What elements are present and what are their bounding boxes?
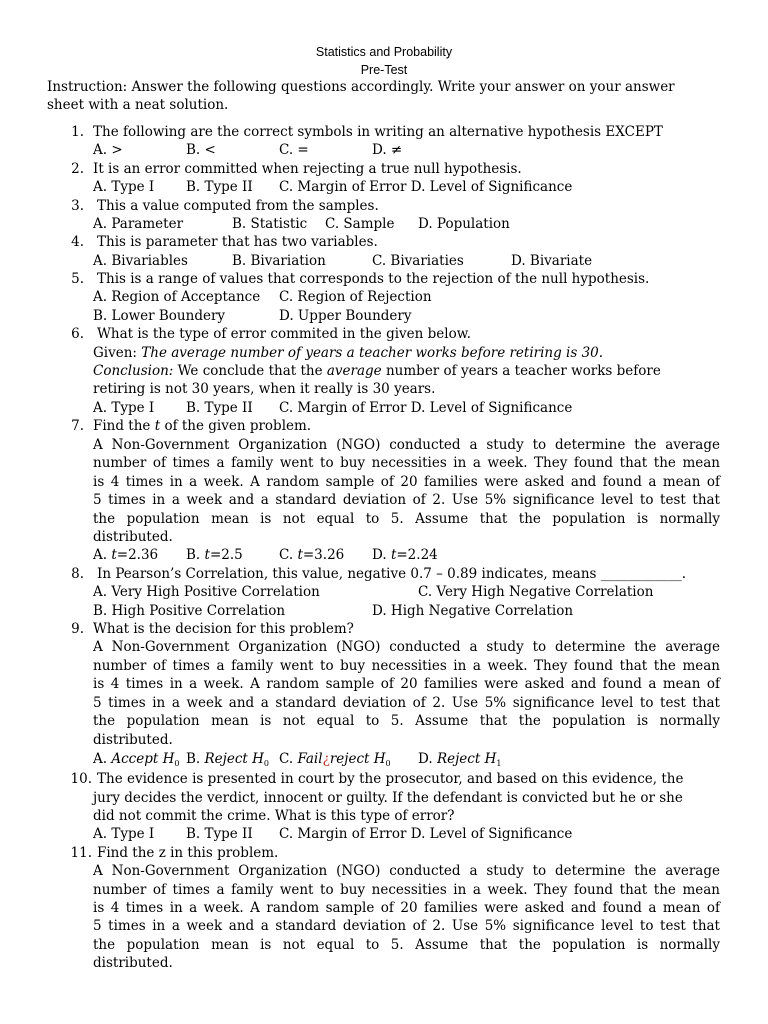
conclusion-line-2: retiring is not 30 years, when it really is 30 years. bbox=[93, 381, 436, 397]
choice-c: C. t=3.26 bbox=[279, 547, 345, 563]
problem-line: is 4 times in a week. A random sample of 20 families were asked and found a mean of bbox=[93, 900, 720, 916]
choice-cd: C. Margin of Error D. Level of Significance bbox=[279, 179, 573, 195]
question-number: 2. bbox=[71, 161, 84, 177]
problem-line-last: distributed. bbox=[93, 955, 173, 971]
choice-c: C. = bbox=[279, 142, 309, 158]
choice-c: C. Bivariaties bbox=[372, 253, 464, 269]
conclusion-text-b: number of years a teacher works before bbox=[385, 363, 661, 379]
conclusion-line bbox=[93, 362, 661, 380]
choice-a: A. Parameter bbox=[93, 216, 184, 232]
question-line: The evidence is presented in court by the prosecutor, and based on this evidence, the bbox=[97, 771, 684, 787]
question-text: In Pearson’s Correlation, this value, negative 0.7 – 0.89 indicates, means ____________. bbox=[97, 566, 687, 582]
choice-c: C. Fail¿reject $H_0$ bbox=[279, 751, 391, 768]
choice-a: A. Very High Positive Correlation bbox=[93, 584, 320, 600]
choice-a: A. Bivariables bbox=[93, 253, 188, 269]
problem-line: the population mean is not equal to 5. Assume that the population is normally bbox=[93, 937, 720, 953]
choice-b: B. Type II bbox=[186, 179, 253, 195]
problem-line: is 4 times in a week. A random sample of 20 families were asked and found a mean of bbox=[93, 676, 720, 692]
question-text-b: of the given problem. bbox=[164, 418, 312, 434]
page-subtitle: Pre-Test bbox=[360, 63, 408, 77]
problem-line: 5 times in a week and a standard deviation of 2. Use 5% significance level to test that bbox=[93, 695, 720, 711]
problem-line: the population mean is not equal to 5. Assume that the population is normally bbox=[93, 713, 720, 729]
question-number: 10. bbox=[70, 771, 92, 787]
question-text: This a value computed from the samples. bbox=[97, 198, 379, 214]
problem-line: 5 times in a week and a standard deviation of 2. Use 5% significance level to test that bbox=[93, 918, 720, 934]
question-number: 6. bbox=[71, 326, 84, 342]
choice-a: A. Accept $H_0$ bbox=[93, 751, 180, 768]
question-number: 3. bbox=[71, 198, 84, 214]
question-text bbox=[93, 417, 311, 435]
choice-a: A. t=2.36 bbox=[93, 547, 159, 563]
given-line bbox=[93, 344, 603, 362]
question-number: 8. bbox=[71, 566, 84, 582]
question-text: The following are the correct symbols in writing an alternative hypothesis EXCEPT bbox=[93, 124, 663, 140]
choice-b: B. Type II bbox=[186, 826, 253, 842]
choice-a: A. Type I bbox=[93, 826, 155, 842]
problem-line: A Non-Government Organization (NGO) conducted a study to determine the average bbox=[93, 639, 720, 655]
question-text: This is parameter that has two variables. bbox=[97, 234, 378, 250]
choice-b: B. Statistic bbox=[232, 216, 308, 232]
question-number: 11. bbox=[70, 845, 92, 861]
question-text: What is the type of error commited in the given below. bbox=[97, 326, 471, 342]
problem-line: the population mean is not equal to 5. Assume that the population is normally bbox=[93, 511, 720, 527]
question-text-a: Find the bbox=[93, 418, 151, 434]
choice-a: A. Region of Acceptance bbox=[93, 289, 261, 305]
choice-b: B. Lower Boundery bbox=[93, 308, 226, 324]
problem-line: A Non-Government Organization (NGO) conducted a study to determine the average bbox=[93, 863, 720, 879]
conclusion-label: Conclusion: bbox=[93, 363, 174, 379]
given-text: The average number of years a teacher works before retiring is 30. bbox=[141, 345, 604, 361]
choice-b: B. High Positive Correlation bbox=[93, 603, 286, 619]
question-number: 7. bbox=[71, 418, 84, 434]
problem-line-last: distributed. bbox=[93, 529, 173, 545]
choice-a: A. Type I bbox=[93, 400, 155, 416]
question-text: It is an error committed when rejecting a true null hypothesis. bbox=[93, 161, 522, 177]
choice-b: B. Reject $H_0$ bbox=[186, 751, 270, 768]
choice-a: A. > bbox=[93, 142, 123, 158]
choice-b: B. Type II bbox=[186, 400, 253, 416]
conclusion-text-a: We conclude that the bbox=[177, 363, 323, 379]
choice-b: B. Bivariation bbox=[232, 253, 326, 269]
given-label: Given: bbox=[93, 345, 137, 361]
question-text: This is a range of values that corresponds to the rejection of the null hypothesis. bbox=[97, 271, 650, 287]
question-number: 9. bbox=[71, 621, 84, 637]
page-title: Statistics and Probability bbox=[315, 45, 453, 59]
question-number: 5. bbox=[71, 271, 84, 287]
problem-line: number of times a family went to buy necessities in a week. They found that the mean bbox=[93, 882, 720, 898]
question-number: 1. bbox=[71, 124, 84, 140]
inverted-question-mark: ¿ bbox=[322, 751, 330, 767]
choice-b: B. < bbox=[186, 142, 216, 158]
problem-line: A Non-Government Organization (NGO) conducted a study to determine the average bbox=[93, 437, 720, 453]
choice-cd: C. Margin of Error D. Level of Significance bbox=[279, 400, 573, 416]
choice-d: D. t=2.24 bbox=[372, 547, 438, 563]
instruction-line-1: Instruction: Answer the following questions accordingly. Write your answer on your answer bbox=[47, 79, 675, 95]
choice-d: D. Upper Boundery bbox=[279, 308, 412, 324]
choice-d: D. Population bbox=[418, 216, 510, 232]
problem-line-last: distributed. bbox=[93, 732, 173, 748]
choice-c: C. Very High Negative Correlation bbox=[418, 584, 654, 600]
question-line: did not commit the crime. What is this type of error? bbox=[93, 808, 455, 824]
conclusion-italic: average bbox=[326, 363, 382, 379]
choice-b: B. t=2.5 bbox=[186, 547, 243, 563]
choice-d: D. Reject $H_1$ bbox=[418, 751, 502, 768]
choice-a: A. Type I bbox=[93, 179, 155, 195]
problem-line: is 4 times in a week. A random sample of 20 families were asked and found a mean of bbox=[93, 474, 720, 490]
question-line: jury decides the verdict, innocent or guilty. If the defendant is convicted but he or she bbox=[93, 790, 683, 806]
problem-line: 5 times in a week and a standard deviation of 2. Use 5% significance level to test that bbox=[93, 492, 720, 508]
question-text: Find the z in this problem. bbox=[97, 845, 279, 861]
problem-line: number of times a family went to buy necessities in a week. They found that the mean bbox=[93, 658, 720, 674]
choice-d: D. ≠ bbox=[372, 142, 403, 158]
problem-line: number of times a family went to buy necessities in a week. They found that the mean bbox=[93, 455, 720, 471]
instruction-line-2: sheet with a neat solution. bbox=[47, 97, 229, 113]
variable-t: t bbox=[154, 418, 161, 434]
choice-cd: C. Margin of Error D. Level of Significance bbox=[279, 826, 573, 842]
choice-c: C. Sample bbox=[325, 216, 395, 232]
choice-c: C. Region of Rejection bbox=[279, 289, 432, 305]
choice-d: D. Bivariate bbox=[511, 253, 593, 269]
question-number: 4. bbox=[71, 234, 84, 250]
question-text: What is the decision for this problem? bbox=[93, 621, 354, 637]
choice-d: D. High Negative Correlation bbox=[372, 603, 574, 619]
